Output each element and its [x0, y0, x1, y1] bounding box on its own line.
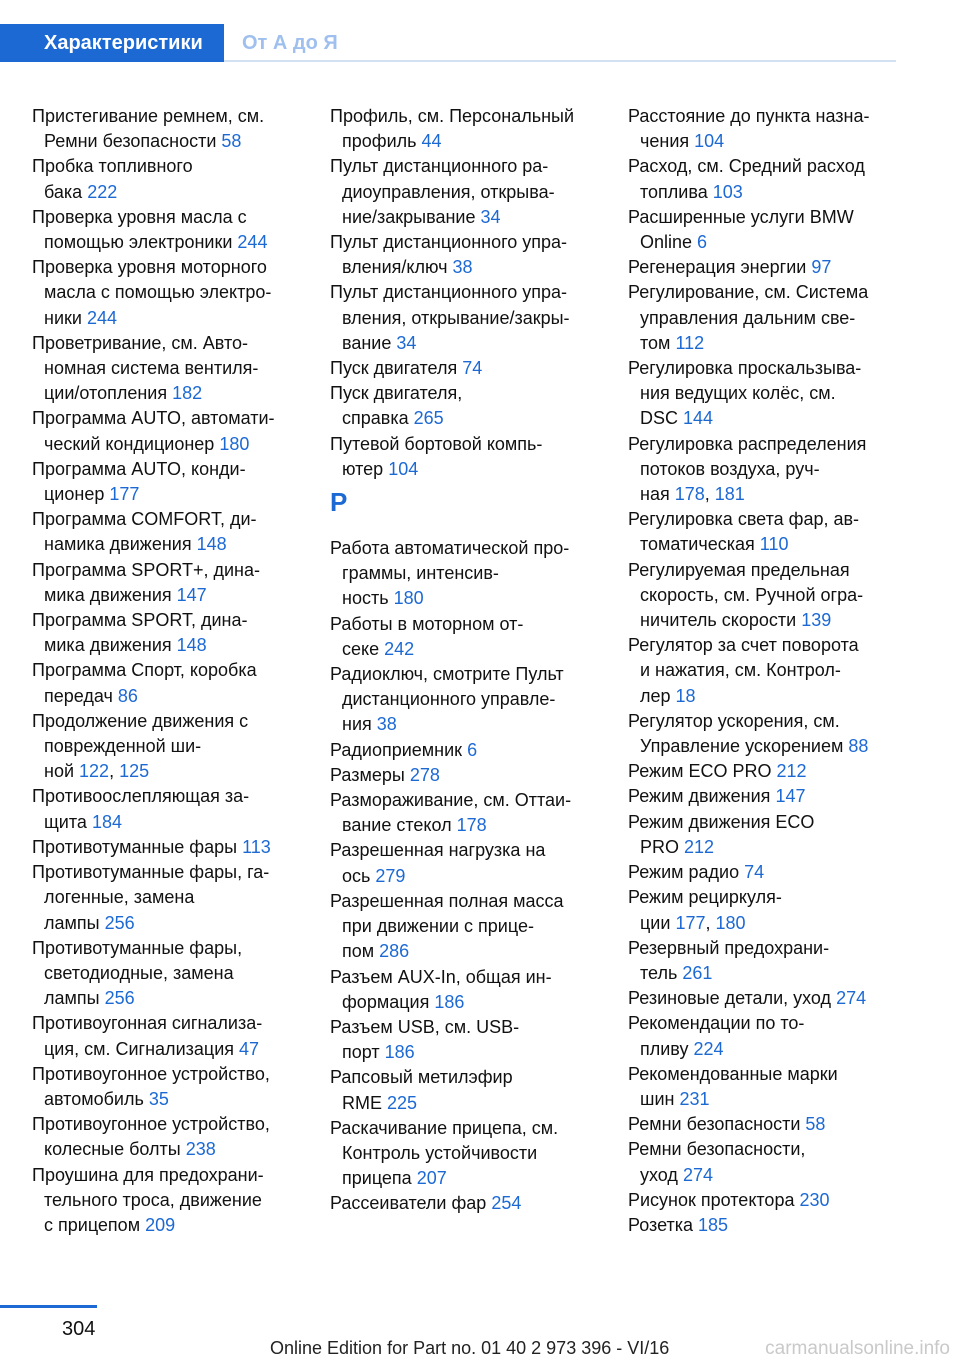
entry-text: ничитель скорости — [640, 610, 797, 631]
index-entry — [32, 205, 307, 255]
page-link[interactable]: 58 — [221, 131, 242, 152]
entry-text: Программа AUTO, конди- — [32, 458, 246, 479]
page-link[interactable]: 44 — [421, 131, 442, 152]
entry-text: при движении с прице- — [342, 916, 534, 937]
page-link[interactable]: 177 — [109, 484, 140, 505]
section-letter: Р — [330, 487, 348, 518]
page-link[interactable]: 244 — [86, 307, 117, 328]
page-link[interactable]: 148 — [196, 534, 227, 555]
page-link[interactable]: 180 — [715, 912, 746, 933]
entry-text: светодиодные, замена — [44, 962, 234, 983]
entry-text: Ремни безопасности — [628, 1114, 801, 1135]
page-link[interactable]: 112 — [675, 332, 705, 353]
page-link[interactable]: 86 — [117, 685, 138, 706]
page-link[interactable]: 261 — [682, 962, 713, 983]
index-entry: Продолжение движения с поврежденной ши- ной 122, 125 — [32, 710, 249, 782]
page-link[interactable]: 147 — [176, 584, 207, 605]
entry-text: ние/закрывание — [342, 206, 476, 227]
entry-text: ция, см. Сигнализация — [44, 1038, 234, 1059]
entry-text: лер — [640, 685, 671, 706]
entry-text: ции/отопления — [44, 383, 168, 404]
index-entry — [32, 658, 307, 708]
entry-text: Ремни безопасности, — [628, 1139, 806, 1160]
edition-text: Online Edition for Part no. 01 40 2 973 396 - VI/16 — [270, 1338, 670, 1358]
watermark: carmanualsonline.info — [765, 1338, 950, 1359]
index-columns — [32, 104, 912, 1244]
index-entry — [330, 763, 605, 788]
index-entry — [330, 536, 605, 612]
page-link[interactable]: 222 — [87, 181, 118, 202]
index-entry — [628, 1112, 903, 1137]
entry-text: ной — [44, 761, 75, 782]
entry-text: Рассеиватели фар — [330, 1193, 487, 1214]
entry-text: Размеры — [330, 764, 405, 785]
page-link[interactable]: 230 — [799, 1189, 830, 1210]
index-entry — [628, 356, 903, 432]
page-link[interactable]: 103 — [712, 181, 743, 202]
entry-text: ники — [44, 307, 82, 328]
index-entry — [32, 255, 307, 331]
entry-text: Противотуманные фары, — [32, 937, 243, 958]
entry-text: диоуправления, открыва- — [342, 181, 555, 202]
index-entry — [330, 1065, 605, 1115]
index-entry — [628, 709, 903, 759]
page-link[interactable]: 38 — [376, 714, 397, 735]
index-entry — [330, 788, 605, 838]
entry-text: Регулировка проскальзыва- — [628, 358, 862, 379]
page-link[interactable]: 286 — [379, 941, 410, 962]
page-link[interactable]: 34 — [480, 206, 501, 227]
entry-text: том — [640, 332, 671, 353]
entry-text: ции — [640, 912, 671, 933]
page-link[interactable]: 180 — [219, 433, 250, 454]
index-entry — [628, 1213, 903, 1238]
section-tab-characteristics[interactable]: Характеристики — [0, 24, 224, 62]
page-link[interactable]: 265 — [413, 408, 444, 429]
page-link[interactable]: 58 — [805, 1114, 826, 1135]
entry-text: лампы — [44, 912, 100, 933]
entry-text: Путевой бортовой компь- — [330, 433, 543, 454]
page-link[interactable]: 207 — [416, 1168, 447, 1189]
entry-text: ось — [342, 865, 371, 886]
entry-text: бака — [44, 181, 83, 202]
page-link[interactable]: 177 — [675, 912, 706, 933]
index-entry — [32, 331, 307, 407]
entry-text: ционер — [44, 484, 105, 505]
entry-text: и нажатия, см. Контрол- — [640, 660, 841, 681]
page-link[interactable]: 212 — [684, 836, 715, 857]
page-link[interactable]: 147 — [775, 786, 806, 807]
page-link[interactable]: 110 — [759, 534, 789, 555]
index-entry — [32, 835, 307, 860]
page-link[interactable]: 180 — [393, 588, 424, 609]
page-link[interactable]: 34 — [396, 332, 417, 353]
index-entry — [330, 230, 605, 280]
entry-text: Режим радио — [628, 862, 740, 883]
index-entry — [32, 507, 307, 557]
entry-text: Разъем AUX-In, общая ин- — [330, 966, 552, 987]
entry-text: шин — [640, 1088, 675, 1109]
page-link[interactable]: 74 — [744, 862, 765, 883]
index-entry — [628, 986, 903, 1011]
entry-text: Проушина для предохрани- — [32, 1164, 264, 1185]
entry-text: вления/ключ — [342, 257, 448, 278]
page-link[interactable]: 178 — [674, 484, 705, 505]
entry-text: управления дальним све- — [640, 307, 856, 328]
index-entry — [32, 1163, 307, 1239]
entry-text: масла с помощью электро- — [44, 282, 272, 303]
index-entry — [32, 860, 307, 936]
entry-text: потоков воздуха, руч- — [640, 458, 820, 479]
entry-text: Радиоприемник — [330, 739, 463, 760]
entry-text: ная — [640, 484, 670, 505]
page-link[interactable]: 186 — [434, 991, 465, 1012]
entry-text: топлива — [640, 181, 708, 202]
page-link[interactable]: 6 — [467, 739, 478, 760]
entry-text: RME — [342, 1092, 382, 1113]
page-link[interactable]: 274 — [836, 988, 867, 1009]
entry-text: справка — [342, 408, 409, 429]
entry-text: профиль — [342, 131, 417, 152]
page-link[interactable]: 244 — [237, 232, 268, 253]
index-entry — [330, 965, 605, 1015]
entry-text: уход — [640, 1164, 678, 1185]
footer-rule — [0, 1305, 97, 1308]
entry-text: порт — [342, 1042, 380, 1063]
index-entry — [330, 889, 605, 965]
entry-text: Резиновые детали, уход — [628, 988, 832, 1009]
index-entry — [628, 936, 903, 986]
entry-text: лампы — [44, 988, 100, 1009]
index-entry — [32, 104, 307, 154]
page-link[interactable]: 97 — [811, 257, 832, 278]
entry-text: ютер — [342, 458, 384, 479]
index-entry — [32, 1112, 307, 1162]
entry-text: Программа COMFORT, ди- — [32, 509, 257, 530]
entry-text: Контроль устойчивости — [342, 1142, 538, 1163]
entry-text: Проверка уровня масла с — [32, 206, 247, 227]
entry-text: Проверка уровня моторного — [32, 257, 267, 278]
entry-text: Расход, см. Средний расход — [628, 156, 865, 177]
entry-text: Работа автоматической про- — [330, 538, 570, 559]
entry-text: Пуск двигателя — [330, 358, 458, 379]
entry-text: намика движения — [44, 534, 192, 555]
page-link[interactable]: 212 — [776, 761, 807, 782]
index-entry — [32, 406, 307, 456]
page-link[interactable]: 186 — [384, 1042, 415, 1063]
index-entry — [628, 154, 903, 204]
page-link[interactable]: 279 — [375, 865, 406, 886]
page-link[interactable]: 6 — [697, 232, 708, 253]
entry-text: скорость, см. Ручной огра- — [640, 584, 864, 605]
page-link[interactable]: 209 — [145, 1214, 176, 1235]
page-link[interactable]: 47 — [239, 1038, 260, 1059]
index-entry — [330, 104, 605, 154]
index-entry — [330, 381, 605, 431]
entry-text: Регулятор за счет поворота — [628, 635, 859, 656]
page-link[interactable]: 231 — [679, 1088, 710, 1109]
page-link[interactable]: 104 — [694, 131, 725, 152]
index-entry — [628, 810, 903, 860]
page-link[interactable]: 256 — [104, 912, 135, 933]
entry-text: Размораживание, см. Оттаи- — [330, 790, 572, 811]
entry-text: Продолжение движения с — [32, 710, 249, 731]
entry-text: поврежденной ши- — [44, 736, 202, 757]
entry-text: Управление ускорением — [640, 736, 844, 757]
index-entry — [330, 738, 605, 763]
index-entry — [628, 759, 903, 784]
entry-text: логенные, замена — [44, 887, 195, 908]
page-link[interactable]: 38 — [452, 257, 473, 278]
entry-text: PRO — [640, 836, 680, 857]
index-entry — [32, 784, 307, 834]
page-link[interactable]: 18 — [675, 685, 696, 706]
entry-text: Розетка — [628, 1214, 694, 1235]
entry-text: Радиоключ, смотрите Пульт — [330, 664, 564, 685]
entry-text: Программа AUTO, автомати- — [32, 408, 275, 429]
entry-text: ческий кондиционер — [44, 433, 215, 454]
entry-text: Раскачивание прицепа, см. — [330, 1117, 559, 1138]
entry-text: томатическая — [640, 534, 755, 555]
entry-text: пом — [342, 941, 375, 962]
entry-text: тельного троса, движение — [44, 1189, 262, 1210]
entry-text: Рапсовый метилэфир — [330, 1067, 513, 1088]
entry-text: Профиль, см. Персональный — [330, 106, 575, 126]
entry-text: секе — [342, 638, 380, 659]
entry-text: передач — [44, 685, 113, 706]
index-entry — [628, 784, 903, 809]
page-link[interactable]: 125 — [119, 761, 150, 782]
index-entry — [330, 1116, 605, 1192]
page-link[interactable]: 182 — [172, 383, 203, 404]
page-number: 304 — [62, 1318, 96, 1340]
index-entry — [32, 558, 307, 608]
entry-text: DSC — [640, 408, 679, 429]
entry-text: номная система вентиля- — [44, 358, 259, 379]
index-column-1 — [32, 104, 307, 1238]
page-link[interactable]: 104 — [388, 458, 419, 479]
entry-text: ность — [342, 588, 389, 609]
entry-text: Проветривание, см. Авто- — [32, 332, 249, 353]
header-divider — [224, 60, 896, 62]
index-entry — [628, 507, 903, 557]
index-entry — [330, 154, 605, 230]
page-link[interactable]: 225 — [387, 1092, 418, 1113]
entry-text: Online — [640, 232, 693, 253]
entry-text: Регулировка света фар, ав- — [628, 509, 860, 530]
index-entry — [628, 280, 903, 356]
index-entry — [628, 205, 903, 255]
page-link[interactable]: 238 — [185, 1139, 216, 1160]
entry-text: Противоугонное устройство, — [32, 1114, 270, 1135]
page-link[interactable]: 185 — [698, 1214, 729, 1235]
entry-text: Разрешенная нагрузка на — [330, 840, 546, 861]
entry-text: Противоослепляющая за- — [32, 786, 250, 807]
entry-text: Расстояние до пункта назна- — [628, 106, 870, 126]
entry-text: Режим ECO PRO — [628, 761, 772, 782]
index-entry — [628, 1137, 903, 1187]
page-link[interactable]: 139 — [801, 610, 832, 631]
entry-text: Пристегивание ремнем, см. — [32, 106, 265, 126]
entry-text: ния — [342, 714, 372, 735]
entry-text: дистанционного управле- — [342, 689, 556, 710]
page-link[interactable]: 74 — [462, 358, 483, 379]
entry-text: Пуск двигателя, — [330, 383, 463, 404]
entry-text: Программа Спорт, коробка — [32, 660, 257, 681]
entry-text: Регулируемая предельная — [628, 559, 850, 580]
index-entry — [330, 838, 605, 888]
index-entry — [628, 255, 903, 280]
entry-text: вание — [342, 332, 392, 353]
entry-text: Режим движения ECO — [628, 811, 815, 832]
index-entry — [330, 1015, 605, 1065]
entry-text: Резервный предохрани- — [628, 937, 830, 958]
index-entry — [32, 1011, 307, 1061]
entry-text: ния ведущих колёс, см. — [640, 383, 836, 404]
entry-text: Режим рециркуля- — [628, 887, 782, 908]
index-entry — [330, 432, 605, 482]
entry-text: вления, открывание/закры- — [342, 307, 570, 328]
index-entry — [32, 608, 307, 658]
index-entry — [32, 1062, 307, 1112]
page-link[interactable]: 144 — [683, 408, 714, 429]
entry-text: Регулятор ускорения, см. — [628, 710, 840, 731]
entry-text: автомобиль — [44, 1088, 144, 1109]
index-entry — [628, 633, 903, 709]
page-link[interactable]: 254 — [491, 1193, 522, 1214]
entry-text: Пульт дистанционного ра- — [330, 156, 549, 177]
entry-text: Пульт дистанционного упра- — [330, 282, 568, 303]
entry-text: колесные болты — [44, 1139, 181, 1160]
index-entry — [628, 1188, 903, 1213]
page-link[interactable]: 181 — [714, 484, 745, 505]
index-entry — [330, 612, 605, 662]
entry-text: щита — [44, 811, 87, 832]
entry-text: помощью электроники — [44, 232, 233, 253]
entry-text: граммы, интенсив- — [342, 563, 499, 584]
page-link[interactable]: 274 — [682, 1164, 713, 1185]
index-entry — [330, 280, 605, 356]
index-entry — [628, 558, 903, 634]
index-entry: Режим рециркуля- ции 177, 180 — [628, 887, 782, 933]
index-column-2 — [330, 104, 605, 1217]
entry-text: тель — [640, 962, 678, 983]
index-entry: Регулировка распределения потоков воздуха, руч- ная 178, 181 — [628, 433, 867, 505]
entry-text: формация — [342, 991, 430, 1012]
page-link[interactable]: 224 — [693, 1038, 724, 1059]
entry-text: Работы в моторном от- — [330, 613, 524, 634]
page-header — [0, 0, 960, 62]
index-entry — [32, 457, 307, 507]
entry-text: Разъем USB, см. USB- — [330, 1016, 520, 1037]
entry-text: Регулирование, см. Система — [628, 282, 869, 303]
index-entry — [628, 860, 903, 885]
entry-text: Рисунок протектора — [628, 1189, 795, 1210]
entry-text: с прицепом — [44, 1214, 141, 1235]
entry-text: Пробка топливного — [32, 156, 193, 177]
entry-text: Расширенные услуги BMW — [628, 206, 854, 227]
entry-text: Режим движения — [628, 786, 771, 807]
index-column-3 — [628, 104, 903, 1238]
entry-text: Регулировка распределения — [628, 433, 867, 454]
page-link[interactable]: 122 — [79, 761, 110, 782]
page-link[interactable]: 256 — [104, 988, 135, 1009]
entry-text: Противоугонная сигнализа- — [32, 1013, 263, 1034]
page-link[interactable]: 35 — [148, 1088, 169, 1109]
entry-text: мика движения — [44, 584, 172, 605]
entry-text: чения — [640, 131, 690, 152]
index-entry — [628, 1062, 903, 1112]
entry-text: Программа SPORT+, дина- — [32, 559, 261, 580]
entry-text: Противотуманные фары, га- — [32, 862, 270, 883]
section-tab-a-to-z[interactable]: От А до Я — [242, 32, 338, 54]
index-entry — [628, 1011, 903, 1061]
entry-text: Пульт дистанционного упра- — [330, 232, 568, 253]
entry-text: вание стекол — [342, 815, 452, 836]
page-link[interactable]: 178 — [456, 815, 487, 836]
page-link[interactable]: 242 — [384, 638, 415, 659]
page-link[interactable]: 113 — [242, 836, 271, 857]
entry-text: Регенерация энергии — [628, 257, 807, 278]
index-entry — [628, 104, 903, 154]
index-entry — [330, 356, 605, 381]
index-entry — [32, 936, 307, 1012]
entry-text: Разрешенная полная масса — [330, 890, 564, 911]
entry-text: Противотуманные фары — [32, 836, 238, 857]
page-link[interactable]: 278 — [409, 764, 440, 785]
entry-text: прицепа — [342, 1168, 412, 1189]
entry-text: пливу — [640, 1038, 689, 1059]
entry-text: Программа SPORT, дина- — [32, 610, 248, 631]
entry-text: Ремни безопасности — [44, 131, 217, 152]
page-link[interactable]: 184 — [91, 811, 122, 832]
entry-text: мика движения — [44, 635, 172, 656]
entry-text: Противоугонное устройство, — [32, 1063, 270, 1084]
page-link[interactable]: 88 — [848, 736, 869, 757]
page-link[interactable]: 148 — [176, 635, 207, 656]
entry-text: Рекомендации по то- — [628, 1013, 805, 1034]
index-entry — [32, 154, 307, 204]
index-entry — [330, 1191, 605, 1216]
entry-text: Рекомендованные марки — [628, 1063, 838, 1084]
index-entry — [330, 662, 605, 738]
